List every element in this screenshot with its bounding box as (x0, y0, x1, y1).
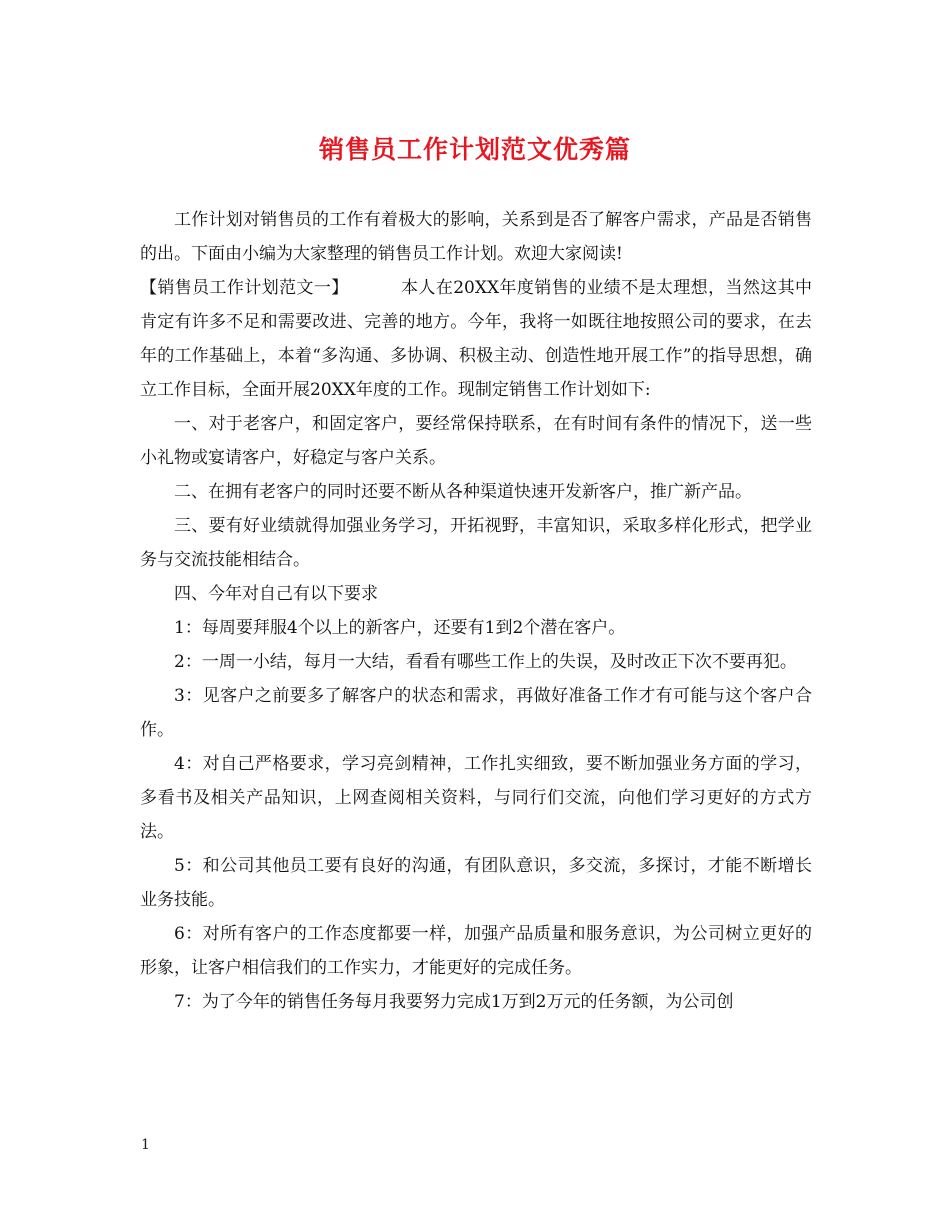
list-item: 6：对所有客户的工作态度都要一样，加强产品质量和服务意识，为公司树立更好的形象，让客户相信我们的工作实力，才能更好的完成任务。 (140, 924, 812, 978)
list-item: 三、要有好业绩就得加强业务学习，开拓视野，丰富知识，采取多样化形式，把学业务与交流技能相结合。 (140, 516, 812, 570)
list-item: 二、在拥有老客户的同时还要不断从各种渠道快速开发新客户，推广新产品。 (174, 482, 752, 502)
page-number: 1 (141, 1137, 150, 1153)
list-item: 四、今年对自己有以下要求 (174, 584, 378, 604)
list-item: 5：和公司其他员工要有良好的沟通，有团队意识，多交流，多探讨，才能不断增长业务技能。 (140, 856, 812, 910)
section-paragraph (140, 271, 812, 407)
list-item: 1：每周要拜服4个以上的新客户，还要有1到2个潜在客户。 (174, 618, 626, 638)
list-item: 一、对于老客户，和固定客户，要经常保持联系，在有时间有条件的情况下，送一些小礼物或宴请客户，好稳定与客户关系。 (140, 414, 812, 468)
intro-paragraph: 工作计划对销售员的工作有着极大的影响，关系到是否了解客户需求，产品是否销售的出。下面由小编为大家整理的销售员工作计划。欢迎大家阅读! (140, 210, 812, 264)
list-item: 4：对自己严格要求，学习亮剑精神，工作扎实细致，要不断加强业务方面的学习，多看书及相关产品知识，上网查阅相关资料，与同行们交流，向他们学习更好的方式方法。 (140, 754, 812, 842)
section-heading: 【销售员工作计划范文一】 (140, 278, 349, 298)
document-title: 销售员工作计划范文优秀篇 (318, 135, 631, 164)
document-body (140, 203, 812, 1019)
section-lead: 本人在20XX年度销售的业绩不是太理想，当然这其中肯定有许多不足和需要改进、完善的地方。今年，我将一如既往地按照公司的要求，在去年的工作基础上，本着“多沟通、多协调、积极主动、创造性地开展工作”的指导思想，确立工作目标，全面开展20XX年度的工作。现制定销售工作计划如下: (140, 278, 813, 400)
list-item: 2：一周一小结，每月一大结，看看有哪些工作上的失误，及时改正下次不要再犯。 (174, 652, 797, 672)
list-item: 3：见客户之前要多了解客户的状态和需求，再做好准备工作才有可能与这个客户合作。 (140, 686, 812, 740)
list-item: 7：为了今年的销售任务每月我要努力完成1万到2万元的任务额，为公司创 (174, 992, 734, 1012)
